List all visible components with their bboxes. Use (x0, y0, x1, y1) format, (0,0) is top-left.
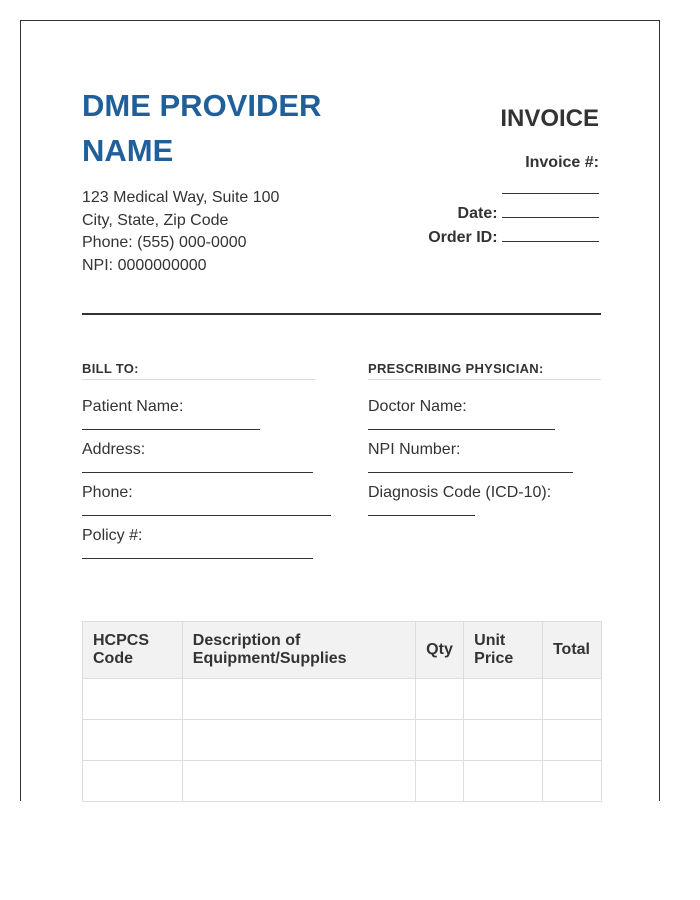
bill-to-heading: BILL TO: (82, 361, 315, 380)
header-qty: Qty (416, 622, 464, 679)
invoice-meta (428, 105, 599, 247)
table-cell[interactable] (182, 720, 415, 761)
bill-to-section (82, 361, 315, 559)
order-id-field[interactable] (502, 227, 599, 242)
date-label: Date: (457, 205, 498, 222)
table-cell[interactable] (464, 761, 543, 802)
phone-label: Phone: (82, 484, 133, 501)
doctor-name-blank[interactable] (368, 416, 555, 430)
phone-field[interactable] (82, 483, 315, 516)
provider-name: DME PROVIDER NAME (82, 88, 322, 168)
table-row (83, 761, 602, 802)
physician-section (368, 361, 601, 516)
doctor-name-field[interactable] (368, 397, 601, 430)
order-row (428, 227, 599, 247)
address-label: Address: (82, 441, 146, 458)
table-row (83, 720, 602, 761)
npi-number-blank[interactable] (368, 459, 573, 473)
table-cell[interactable] (182, 761, 415, 802)
provider-phone: Phone: (555) 000-0000 (82, 234, 247, 251)
date-row (428, 203, 599, 223)
address-blank[interactable] (82, 459, 313, 473)
address-line-1: 123 Medical Way, Suite 100 (82, 189, 280, 206)
physician-heading: PRESCRIBING PHYSICIAN: (368, 361, 601, 380)
invoice-number-label: Invoice #: (525, 154, 599, 171)
npi-number-field[interactable] (368, 440, 601, 473)
provider-npi: NPI: 0000000000 (82, 256, 207, 274)
table-cell[interactable] (464, 720, 543, 761)
invoice-title: INVOICE (500, 105, 599, 132)
header-description: Description of Equipment/Supplies (182, 622, 415, 679)
policy-blank[interactable] (82, 545, 313, 559)
phone-blank[interactable] (82, 502, 331, 516)
table-cell[interactable] (416, 679, 464, 720)
diagnosis-code-field[interactable] (368, 483, 601, 516)
header-hcpcs-code: HCPCS Code (83, 622, 183, 679)
order-id-label: Order ID: (428, 229, 498, 246)
doctor-name-label: Doctor Name: (368, 398, 467, 415)
table-cell[interactable] (542, 761, 601, 802)
header-total: Total (542, 622, 601, 679)
table-cell[interactable] (542, 679, 601, 720)
diagnosis-code-blank[interactable] (368, 502, 475, 516)
date-field[interactable] (502, 203, 599, 218)
table-header-row (83, 622, 602, 679)
patient-name-label: Patient Name: (82, 398, 184, 415)
table-cell[interactable] (83, 679, 183, 720)
header-divider (82, 313, 601, 315)
patient-name-field[interactable] (82, 397, 315, 430)
policy-field[interactable] (82, 526, 315, 559)
address-field[interactable] (82, 440, 315, 473)
table-cell[interactable] (182, 679, 415, 720)
table-cell[interactable] (416, 761, 464, 802)
npi-number-label: NPI Number: (368, 441, 461, 458)
policy-label: Policy #: (82, 527, 143, 544)
diagnosis-code-label: Diagnosis Code (ICD-10): (368, 484, 552, 501)
invoice-sheet (20, 20, 660, 801)
table-cell[interactable] (83, 761, 183, 802)
table-cell[interactable] (464, 679, 543, 720)
header-unit-price: Unit Price (464, 622, 543, 679)
invoice-number-field[interactable] (502, 179, 599, 194)
provider-address (82, 187, 279, 277)
items-table (82, 621, 602, 802)
table-cell[interactable] (416, 720, 464, 761)
table-cell[interactable] (83, 720, 183, 761)
patient-name-blank[interactable] (82, 416, 260, 430)
table-row (83, 679, 602, 720)
table-cell[interactable] (542, 720, 601, 761)
address-line-2: City, State, Zip Code (82, 211, 229, 229)
